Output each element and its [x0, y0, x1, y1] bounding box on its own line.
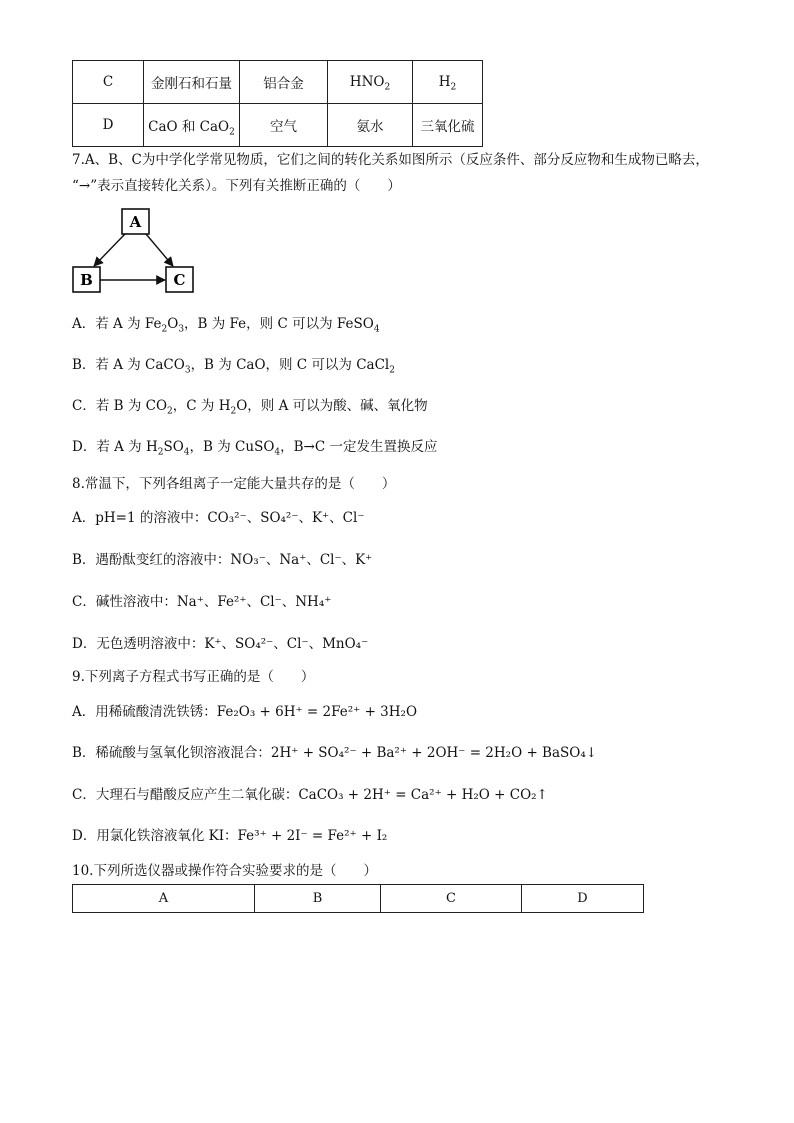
- q8-option-a[interactable]: A．pH=1 的溶液中：CO₃²⁻、SO₄²⁻、K⁺、Cl⁻: [72, 510, 365, 526]
- text: A．若 A 为: [72, 316, 145, 332]
- q8-option-c[interactable]: C．碱性溶液中：Na⁺、Fe²⁺、Cl⁻、NH₄⁺: [72, 594, 332, 610]
- conversion-diagram: [70, 206, 210, 298]
- table-header-d: D: [522, 885, 644, 913]
- table-cell: [144, 104, 240, 147]
- arrow-a-to-b: [94, 234, 125, 266]
- q8-option-d[interactable]: D．无色透明溶液中：K⁺、SO₄²⁻、Cl⁻、MnO₄⁻: [72, 636, 369, 652]
- table-cell: [328, 61, 413, 104]
- formula: HNO: [349, 74, 385, 90]
- subscript: 4: [274, 447, 281, 458]
- formula: CuSO: [235, 439, 275, 455]
- node-b-label: B: [80, 271, 93, 289]
- text: ，则 A 可以为酸、碱、氧化物: [247, 398, 428, 414]
- text: ，C 为: [172, 398, 219, 414]
- formula: SO: [163, 439, 184, 455]
- table-cell: 空气: [240, 104, 328, 147]
- q7-option-d[interactable]: [72, 437, 437, 457]
- q7-option-b[interactable]: [72, 355, 395, 375]
- table-row: [73, 885, 644, 913]
- formula: CaCl: [356, 357, 390, 373]
- table-cell: 金刚石和石量: [144, 61, 240, 104]
- q7-option-c[interactable]: [72, 396, 428, 416]
- table-cell: 氨水: [328, 104, 413, 147]
- text: C．若 B 为: [72, 398, 146, 414]
- q7-stem-line1: 7.A、B、C为中学化学常见物质，它们之间的转化关系如图所示（反应条件、部分反应物和生成物已略去，: [72, 152, 709, 168]
- subscript: 4: [373, 324, 380, 335]
- subscript: 3: [178, 324, 185, 335]
- table-row: [73, 104, 483, 147]
- formula: O: [236, 398, 248, 414]
- subscript: 2: [230, 406, 237, 417]
- text: ，B 为 CaO，则 C 可以为: [190, 357, 357, 373]
- table-cell: [413, 61, 483, 104]
- q9-option-b[interactable]: B．稀硫酸与氢氧化钡溶液混合：2H⁺ + SO₄²⁻ + Ba²⁺ + 2OH⁻ = 2H₂O + BaSO₄↓: [72, 745, 598, 761]
- table-header-b: B: [255, 885, 381, 913]
- q7-stem-line2: “→”表示直接转化关系）。下列有关推断正确的（ ）: [72, 178, 401, 194]
- table-row: [73, 61, 483, 104]
- q10-options-table: [72, 884, 644, 913]
- subscript: 2: [167, 406, 173, 417]
- text: ，B→C 一定发生置换反应: [280, 439, 438, 455]
- formula: H: [145, 439, 158, 455]
- formula: CaO 和 CaO: [148, 119, 230, 135]
- text: B．若 A 为: [72, 357, 146, 373]
- table-cell: 三氧化硫: [413, 104, 483, 147]
- table-cell: C: [73, 61, 144, 104]
- formula: CaCO: [145, 357, 185, 373]
- subscript: 4: [183, 447, 190, 458]
- q9-option-d[interactable]: D．用氯化铁溶液氧化 KI：Fe³⁺ + 2I⁻ = Fe²⁺ + I₂: [72, 828, 388, 844]
- formula: CO: [145, 398, 168, 414]
- formula: H: [438, 74, 451, 90]
- q10-stem: 10.下列所选仪器或操作符合实验要求的是（ ）: [72, 863, 377, 879]
- arrow-a-to-c: [146, 234, 173, 266]
- q8-option-b[interactable]: B．遇酚酞变红的溶液中：NO₃⁻、Na⁺、Cl⁻、K⁺: [72, 552, 373, 568]
- table-cell: D: [73, 104, 144, 147]
- node-a-label: A: [129, 213, 142, 231]
- q9-stem: 9.下列离子方程式书写正确的是（ ）: [72, 669, 315, 685]
- q7-option-a[interactable]: [72, 314, 380, 334]
- subscript: 2: [389, 365, 395, 376]
- table-header-a: A: [73, 885, 255, 913]
- subscript: 3: [184, 365, 191, 376]
- table-header-c: C: [381, 885, 522, 913]
- formula: H: [218, 398, 231, 414]
- options-table-top: [72, 60, 483, 147]
- subscript: 2: [161, 324, 168, 335]
- formula: FeSO: [336, 316, 374, 332]
- text: D．若 A 为: [72, 439, 146, 455]
- q9-option-c[interactable]: C．大理石与醋酸反应产生二氧化碳：CaCO₃ + 2H⁺ = Ca²⁺ + H₂O + CO₂↑: [72, 787, 548, 803]
- formula: Fe: [144, 316, 162, 332]
- q9-option-a[interactable]: A．用稀硫酸清洗铁锈：Fe₂O₃ + 6H⁺ = 2Fe²⁺ + 3H₂O: [72, 704, 418, 720]
- table-cell: 铝合金: [240, 61, 328, 104]
- q8-stem: 8.常温下，下列各组离子一定能大量共存的是（ ）: [72, 476, 396, 492]
- subscript: 2: [157, 447, 164, 458]
- text: ，B 为 Fe，则 C 可以为: [184, 316, 337, 332]
- node-c-label: C: [173, 271, 186, 289]
- subscript: 2: [384, 82, 391, 93]
- subscript: 2: [450, 82, 457, 93]
- text: ，B 为: [189, 439, 236, 455]
- formula: O: [167, 316, 179, 332]
- subscript: 2: [229, 127, 235, 138]
